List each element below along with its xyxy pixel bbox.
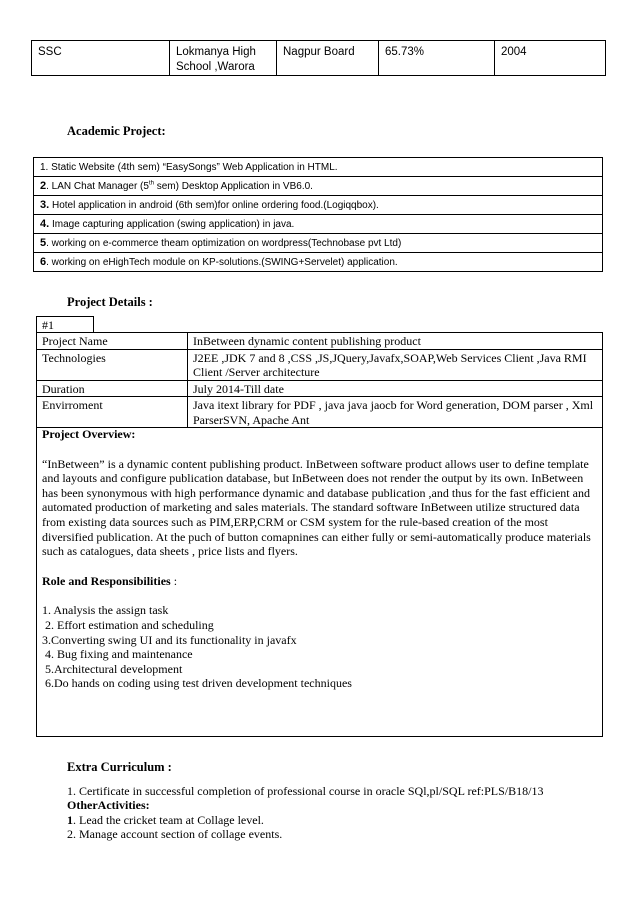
academic-item (34, 196, 603, 215)
item-superscript: th (148, 180, 154, 187)
detail-row-environment (37, 397, 603, 428)
item-number: 5 (40, 237, 47, 249)
detail-value: Java itext library for PDF , java java jaocb for Word generation, DOM parser , Xml ParserSVN, Apache Ant (188, 397, 603, 428)
exam-cell: SSC (32, 41, 170, 76)
overview-text: “InBetween” is a dynamic content publishing product. InBetween software product allows user to define template and layouts and configure publication database, but InBetween does not render the output by its own. InBetween has been synonymous with high performance dynamic and database publication ,and thus for the fast efficient and automated production of marketing and sales materials. The standard software InBetween utilize structured data from existing data sources such as PIM,ERP,CRM or CSM system for the rule-based creation of the most diversified publication. At the puch of button comapnines can either fully or semi-automatically produce materials such as catalogues, data sheets , price lists and flyers. (42, 456, 591, 559)
item-text: Hotel application in android (6th sem)for online ordering food.(Logiqqbox). (49, 200, 379, 211)
role-item: 1. Analysis the assign task (42, 603, 169, 618)
project-number: #1 (36, 316, 94, 333)
certificate-line: 1. Certificate in successful completion of professional course in oracle SQl,pl/SQL ref:PLS/B18/13 (67, 783, 544, 798)
academic-item (34, 253, 603, 272)
academic-row-4 (34, 215, 603, 234)
item-text: . LAN Chat Manager (5 (46, 181, 149, 192)
role-item: 5.Architectural development (42, 661, 183, 676)
year-cell: 2004 (495, 41, 606, 76)
item-number: 1. (40, 162, 49, 173)
roles-heading-line (42, 574, 592, 589)
role-item: 2. Effort estimation and scheduling (42, 617, 214, 632)
academic-project-table (33, 157, 603, 272)
academic-heading: Academic Project: (67, 124, 166, 138)
detail-row-technologies (37, 349, 603, 380)
project-overview-box (36, 424, 603, 737)
academic-item (34, 158, 603, 177)
activity-item (67, 813, 617, 828)
extra-curriculum-section (67, 760, 617, 842)
roles-suffix: : (170, 573, 178, 588)
academic-row-2 (34, 177, 603, 196)
detail-label: Envirroment (37, 397, 188, 428)
education-row (32, 41, 606, 76)
item-number: 2 (40, 180, 47, 192)
activity-number: 1 (67, 812, 73, 827)
academic-item (34, 215, 603, 234)
academic-item (34, 177, 603, 196)
roles-heading: Role and Responsibilities (42, 573, 171, 588)
academic-row-6 (34, 253, 603, 272)
overview-heading: Project Overview: (42, 427, 136, 441)
detail-label: Technologies (37, 349, 188, 380)
project-details-heading: Project Details : (67, 295, 153, 309)
school-cell (170, 41, 277, 76)
academic-row-3 (34, 196, 603, 215)
item-text: . working on eHighTech module on KP-solutions.(SWING+Servelet) application. (46, 257, 398, 268)
item-text: sem) Desktop Application in VB6.0. (153, 181, 313, 192)
activity-item: 2. Manage account section of collage events. (67, 827, 283, 842)
other-activities-heading: OtherActivities: (67, 798, 150, 813)
item-text: Static Website (4th sem) “EasySongs” Web Application in HTML. (48, 162, 338, 173)
item-number: 6 (40, 256, 47, 268)
detail-value: J2EE ,JDK 7 and 8 ,CSS ,JS,JQuery,Javafx,SOAP,Web Services Client ,Java RMI Client /Server architecture (188, 349, 603, 380)
score-cell: 65.73% (379, 41, 495, 76)
item-number: 4. (40, 218, 50, 230)
school-line-1: Lokmanya High (176, 46, 256, 58)
education-table (31, 40, 606, 76)
extra-heading: Extra Curriculum : (67, 760, 172, 774)
board-cell: Nagpur Board (277, 41, 379, 76)
role-item: 4. Bug fixing and maintenance (42, 647, 193, 662)
activity-text: . Lead the cricket team at Collage level. (73, 812, 264, 827)
detail-label: Project Name (37, 333, 188, 350)
detail-row-name (37, 333, 603, 350)
school-line-2: School ,Warora (176, 61, 255, 73)
project-detail-table (36, 332, 603, 428)
academic-item (34, 234, 603, 253)
role-item: 6.Do hands on coding using test driven development techniques (42, 676, 352, 691)
role-item: 3.Converting swing UI and its functionality in javafx (42, 632, 297, 647)
item-text: . working on e-commerce theam optimization on wordpress(Technobase pvt Ltd) (46, 238, 402, 249)
detail-row-duration (37, 380, 603, 397)
academic-row-1 (34, 158, 603, 177)
academic-row-5 (34, 234, 603, 253)
item-number: 3. (40, 199, 50, 211)
detail-value: InBetween dynamic content publishing product (188, 333, 603, 350)
item-text: Image capturing application (swing application) in java. (49, 219, 295, 230)
detail-label: Duration (37, 380, 188, 397)
detail-value: July 2014-Till date (188, 380, 603, 397)
